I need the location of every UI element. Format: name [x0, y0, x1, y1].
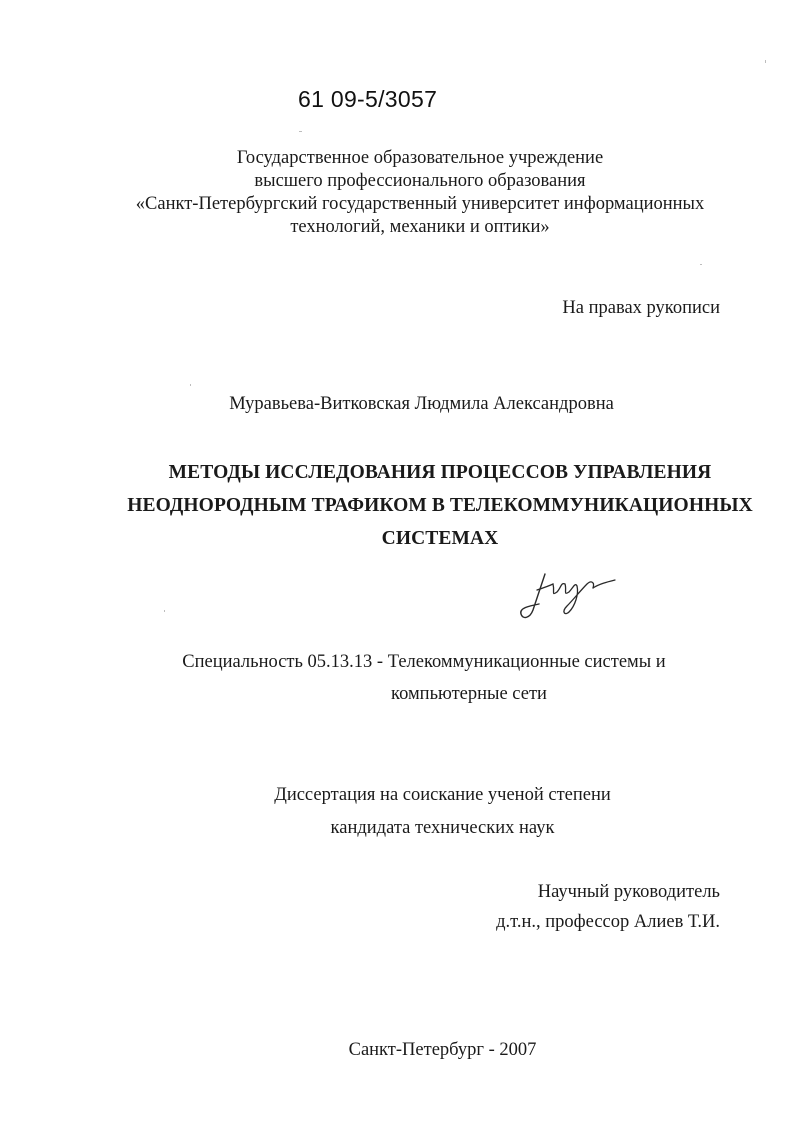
- institution-line: высшего профессионального образования: [254, 171, 586, 191]
- degree-line: кандидата технических наук: [330, 818, 555, 838]
- degree-line: Диссертация на соискание ученой степени: [274, 785, 611, 805]
- specialty-line: компьютерные сети: [391, 684, 547, 704]
- scan-artifact: [299, 131, 302, 132]
- supervisor-label: Научный руководитель: [537, 882, 720, 902]
- archive-code: 61 09-5/3057: [298, 86, 438, 112]
- city-year: Санкт-Петербург - 2007: [348, 1040, 537, 1060]
- scan-artifact: [164, 610, 165, 612]
- signature-icon: [515, 566, 620, 622]
- title-line: НЕОДНОРОДНЫМ ТРАФИКОМ В ТЕЛЕКОММУНИКАЦИОННЫХ: [127, 495, 753, 516]
- scan-artifact: [765, 60, 766, 63]
- specialty-line: Специальность 05.13.13 - Телекоммуникационные системы и: [182, 652, 666, 672]
- supervisor-name: д.т.н., профессор Алиев Т.И.: [496, 912, 720, 932]
- scan-artifact: [700, 264, 702, 265]
- manuscript-note: На правах рукописи: [562, 298, 720, 318]
- title-line: МЕТОДЫ ИССЛЕДОВАНИЯ ПРОЦЕССОВ УПРАВЛЕНИЯ: [168, 462, 712, 483]
- author-name: Муравьева-Витковская Людмила Александровна: [229, 394, 614, 414]
- institution-header: [0, 147, 793, 239]
- dissertation-title: [0, 456, 793, 555]
- institution-line: Государственное образовательное учреждение: [236, 148, 604, 168]
- scan-artifact: [190, 384, 191, 386]
- title-line: СИСТЕМАХ: [381, 528, 499, 549]
- institution-line: «Санкт-Петербургский государственный университет информационных: [135, 194, 705, 214]
- supervisor-block: [496, 877, 720, 937]
- institution-line: технологий, механики и оптики»: [290, 217, 550, 237]
- degree-statement: [0, 779, 793, 845]
